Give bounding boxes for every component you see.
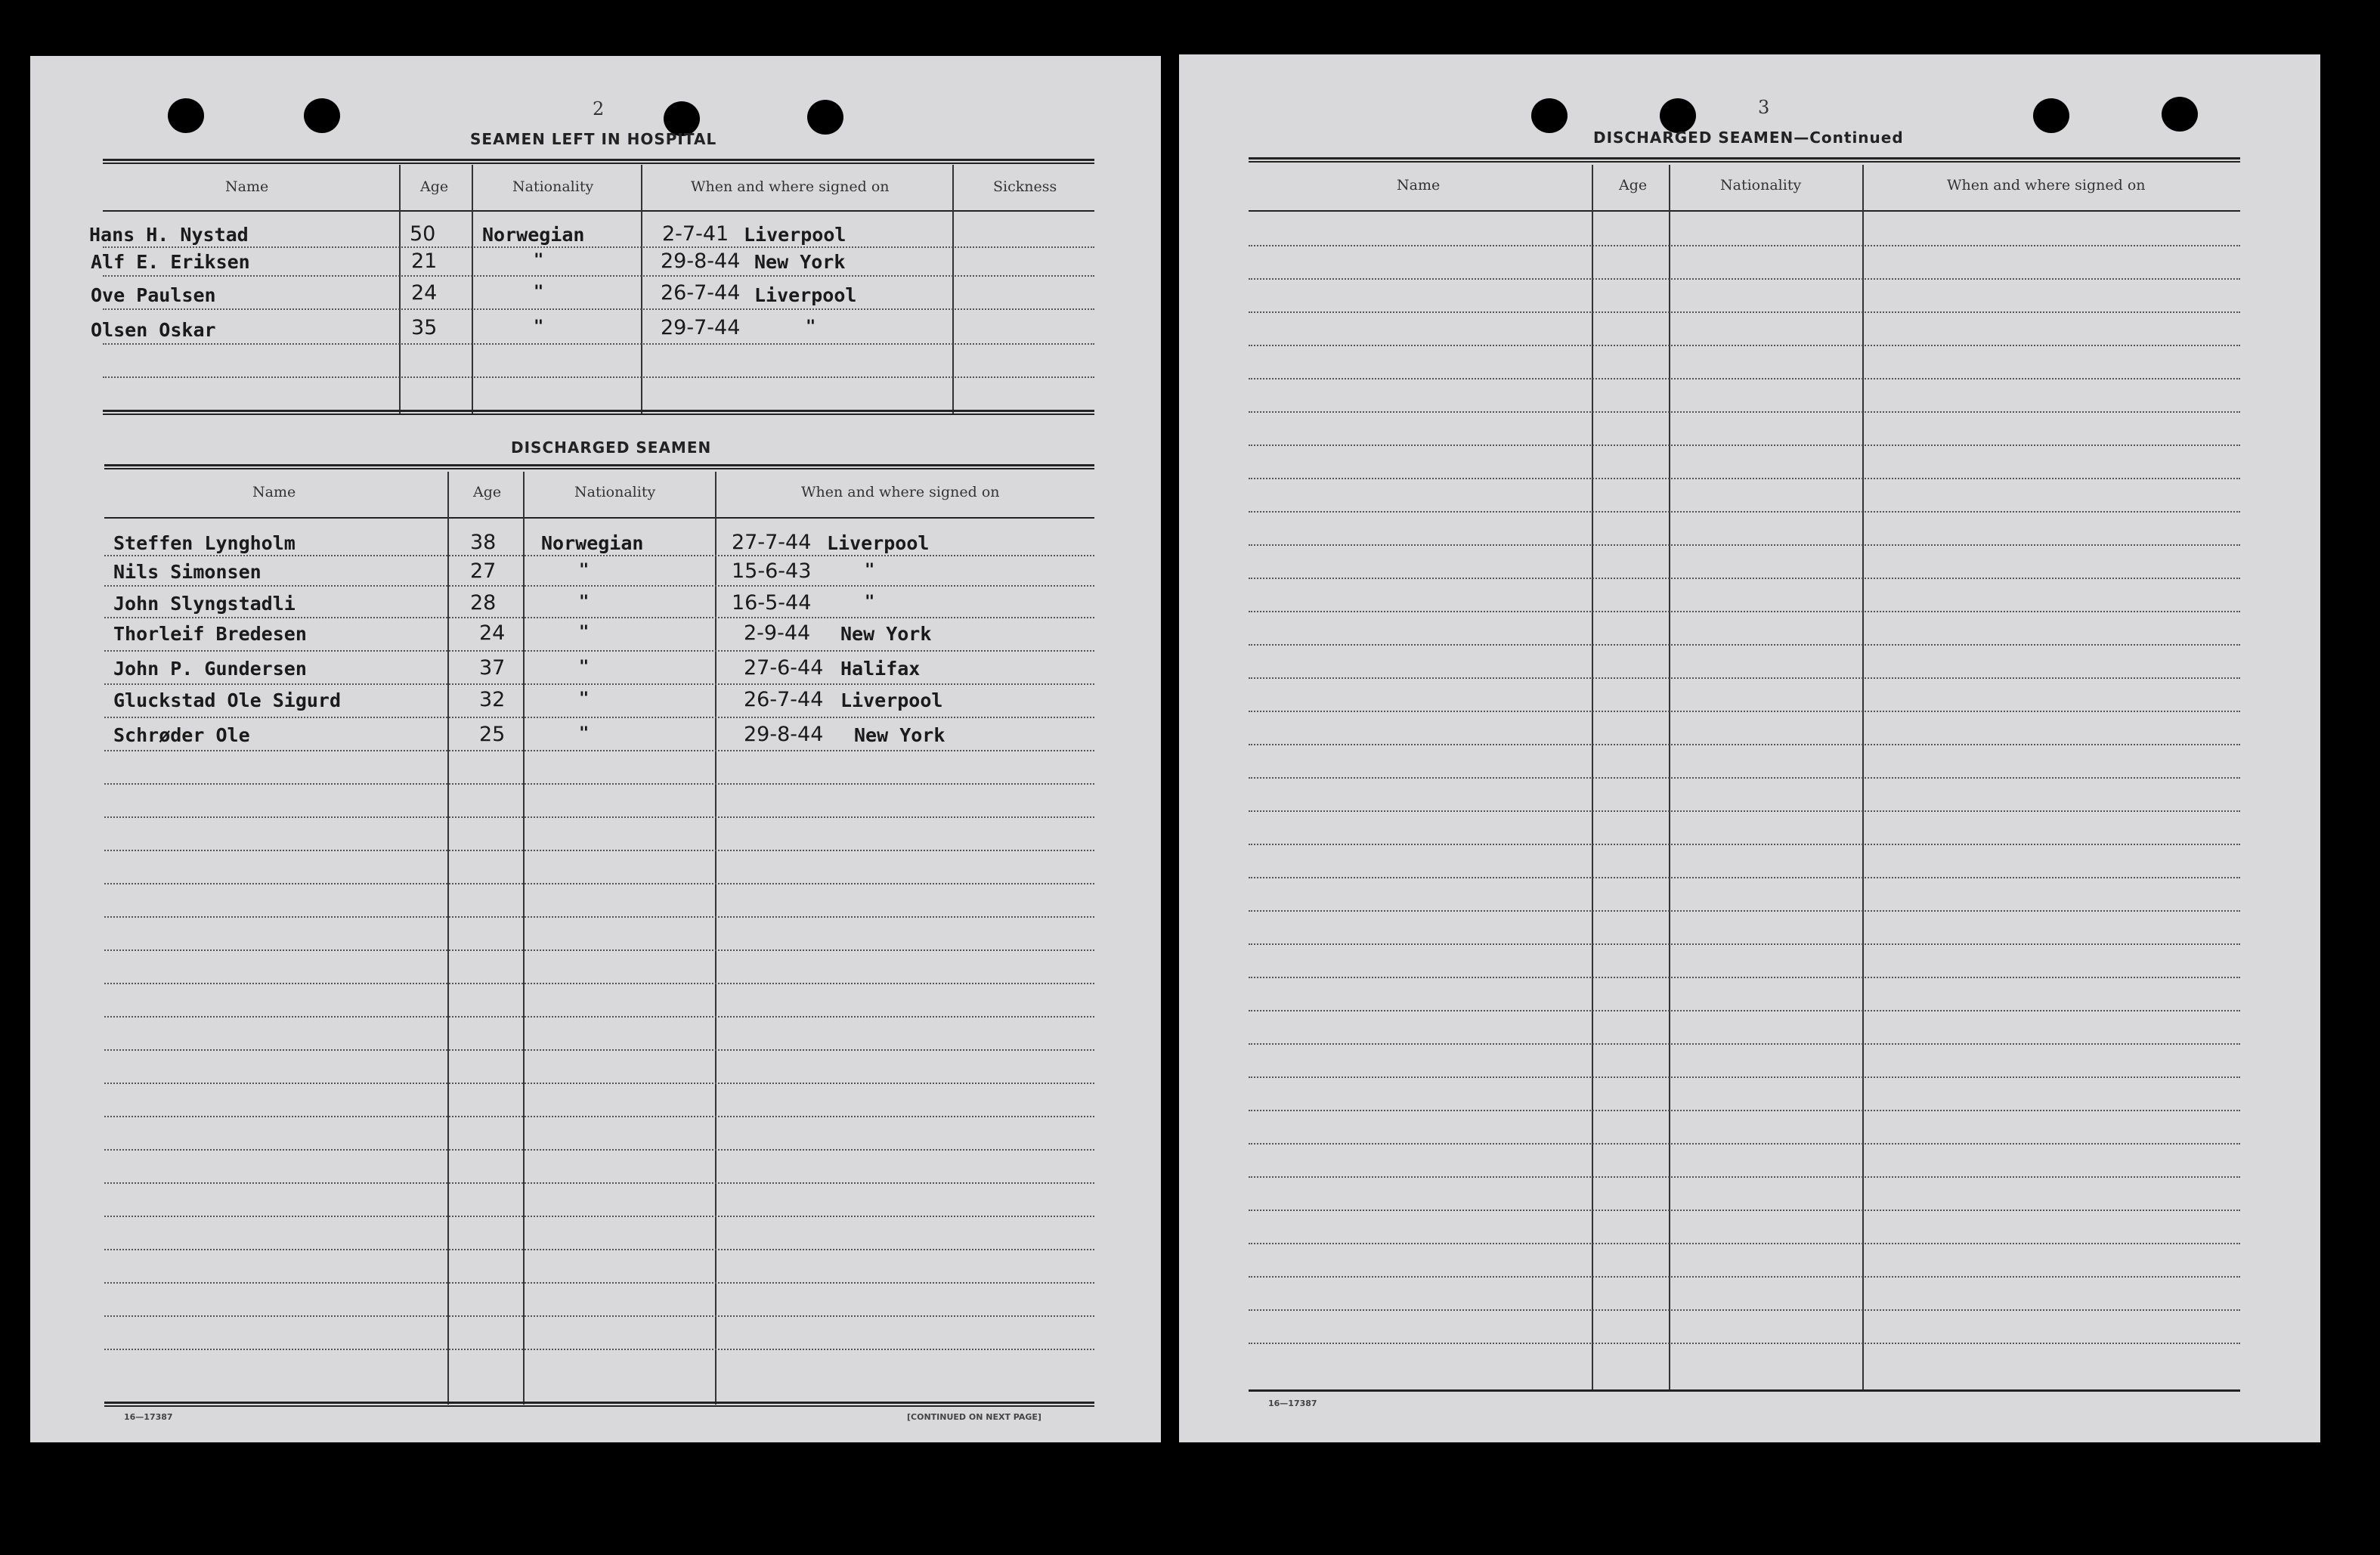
page-number: 2 xyxy=(593,98,605,119)
cell-signed-date: 29-7-44 xyxy=(661,316,741,339)
cell-nationality: " xyxy=(534,318,544,336)
col-header-name: Name xyxy=(252,484,296,500)
cell-signed-date: 26-7-44 xyxy=(661,281,741,305)
cell-name: Alf E. Eriksen xyxy=(91,251,250,273)
cell-nationality: " xyxy=(534,283,544,302)
cell-age: 28 xyxy=(470,591,497,615)
continued-note: [CONTINUED ON NEXT PAGE] xyxy=(907,1412,1041,1422)
col-header-age: Age xyxy=(420,178,449,195)
col-header-nationality: Nationality xyxy=(574,484,656,500)
cell-nationality: " xyxy=(579,593,590,612)
cell-name: Gluckstad Ole Sigurd xyxy=(113,689,342,711)
col-header-sickness: Sickness xyxy=(993,178,1057,195)
cell-name: Steffen Lyngholm xyxy=(113,532,296,554)
cell-name: Hans H. Nystad xyxy=(89,224,249,246)
cell-nationality: " xyxy=(579,561,590,580)
cell-age: 24 xyxy=(411,281,438,305)
cell-age: 21 xyxy=(411,249,438,273)
cell-signed-place: Liverpool xyxy=(840,689,943,711)
col-header-signed-on: When and where signed on xyxy=(691,178,890,195)
cell-signed-place: " xyxy=(806,318,816,336)
cell-signed-place: Liverpool xyxy=(744,224,846,246)
cell-name: Olsen Oskar xyxy=(91,319,216,341)
cell-signed-place: New York xyxy=(854,724,946,746)
cell-signed-date: 27-6-44 xyxy=(744,656,824,680)
cell-nationality: " xyxy=(579,623,590,642)
cell-age: 25 xyxy=(479,723,506,746)
cell-signed-date: 15-6-43 xyxy=(732,559,812,583)
cell-signed-place: " xyxy=(865,593,875,612)
cell-signed-date: 2-9-44 xyxy=(744,621,811,645)
cell-age: 27 xyxy=(470,559,497,583)
cell-signed-date: 26-7-44 xyxy=(744,688,824,711)
punch-hole xyxy=(168,98,204,133)
cell-name: Nils Simonsen xyxy=(113,561,262,583)
cell-signed-place: Liverpool xyxy=(827,532,930,554)
cell-name: John P. Gundersen xyxy=(113,658,307,680)
cell-signed-place: " xyxy=(865,561,875,580)
cell-nationality: " xyxy=(579,724,590,743)
punch-hole xyxy=(807,100,843,135)
cell-name: Thorleif Bredesen xyxy=(113,623,307,645)
cell-age: 32 xyxy=(479,688,506,711)
cell-signed-date: 29-8-44 xyxy=(661,249,741,273)
cell-nationality: " xyxy=(534,251,544,270)
cell-age: 38 xyxy=(470,531,497,554)
col-header-name: Name xyxy=(1397,177,1441,194)
hospital-section-title: SEAMEN LEFT IN HOSPITAL xyxy=(470,130,717,148)
cell-name: Ove Paulsen xyxy=(91,284,216,306)
col-header-nationality: Nationality xyxy=(512,178,594,195)
cell-name: Schrøder Ole xyxy=(113,724,250,746)
left-page xyxy=(30,56,1161,1442)
form-number: 16—17387 xyxy=(1268,1399,1317,1408)
cell-signed-place: Liverpool xyxy=(754,284,857,306)
discharged-section-title: DISCHARGED SEAMEN xyxy=(511,438,712,457)
cell-age: 35 xyxy=(411,316,438,339)
cell-age: 37 xyxy=(479,656,506,680)
cell-signed-date: 29-8-44 xyxy=(744,723,824,746)
col-header-nationality: Nationality xyxy=(1720,177,1802,194)
col-header-signed-on: When and where signed on xyxy=(1947,177,2146,194)
cell-signed-date: 27-7-44 xyxy=(732,531,812,554)
form-number: 16—17387 xyxy=(124,1412,173,1422)
cell-signed-place: Halifax xyxy=(840,658,921,680)
col-header-age: Age xyxy=(1619,177,1648,194)
col-header-age: Age xyxy=(473,484,502,500)
punch-hole xyxy=(2033,98,2069,133)
col-header-signed-on: When and where signed on xyxy=(801,484,1000,500)
cell-signed-date: 2-7-41 xyxy=(662,222,729,246)
punch-hole xyxy=(2162,97,2198,132)
col-header-name: Name xyxy=(225,178,269,195)
cell-nationality: " xyxy=(579,689,590,708)
cell-signed-place: New York xyxy=(754,251,846,273)
cell-age: 24 xyxy=(479,621,506,645)
punch-hole xyxy=(1531,98,1568,133)
cell-nationality: " xyxy=(579,658,590,677)
cell-nationality: Norwegian xyxy=(482,224,585,246)
cell-signed-place: New York xyxy=(840,623,932,645)
right-page xyxy=(1179,54,2320,1442)
punch-hole xyxy=(304,98,340,133)
cell-name: John Slyngstadli xyxy=(113,593,296,615)
cell-nationality: Norwegian xyxy=(541,532,644,554)
cell-signed-date: 16-5-44 xyxy=(732,591,812,615)
page-number: 3 xyxy=(1758,97,1770,118)
cell-age: 50 xyxy=(410,222,436,246)
discharged-continued-title: DISCHARGED SEAMEN—Continued xyxy=(1593,129,1904,147)
